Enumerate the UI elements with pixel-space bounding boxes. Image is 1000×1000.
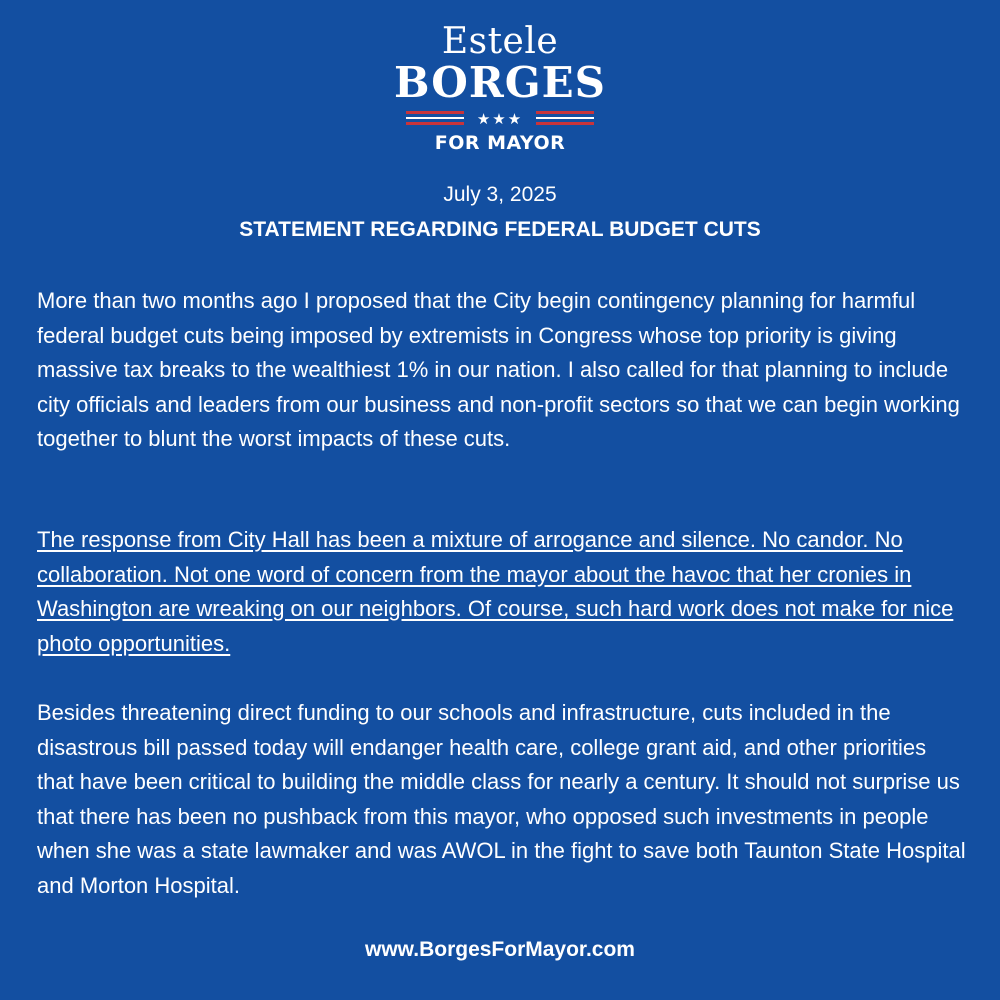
logo-stars: ★★★ [476, 110, 524, 126]
statement-paragraph-1: More than two months ago I proposed that the City begin contingency planning for harmful federal budget cuts being imposed by extremists in Congress whose top priority is giving massive tax breaks to the wealthiest 1% in our nation. I also called for that planning to include city officials and leaders from our business and non-profit sectors so that we can begin working together to blunt the worst impacts of these cuts. [37, 288, 960, 451]
statement-date: July 3, 2025 [443, 183, 557, 206]
logo-subtitle: FOR MAYOR [434, 132, 566, 154]
logo-last-name: BORGES [394, 58, 606, 107]
campaign-website: www.BorgesForMayor.com [365, 938, 635, 961]
statement-paragraph-2-underlined: The response from City Hall has been a mixture of arrogance and silence. No candor. No collaboration. Not one word of concern from the mayor about the havoc that her cronies in Washington are wreaking on our neighbors. Of course, such hard work does not make for nice photo opportunities. [37, 527, 954, 656]
statement-headline: STATEMENT REGARDING FEDERAL BUDGET CUTS [239, 218, 761, 241]
statement-paragraph-3: Besides threatening direct funding to our schools and infrastructure, cuts included in the disastrous bill passed today will endanger health care, college grant aid, and other priorities that have been critical to building the middle class for nearly a century. It should not surprise us that there has been no pushback from this mayor, who opposed such investments in people when she was a state lawmaker and was AWOL in the fight to save both Taunton State Hospital and Morton Hospital. [37, 700, 966, 898]
stars-stripes-icon [406, 110, 594, 126]
campaign-logo [0, 22, 1000, 154]
logo-first-name: Estele [441, 21, 559, 62]
